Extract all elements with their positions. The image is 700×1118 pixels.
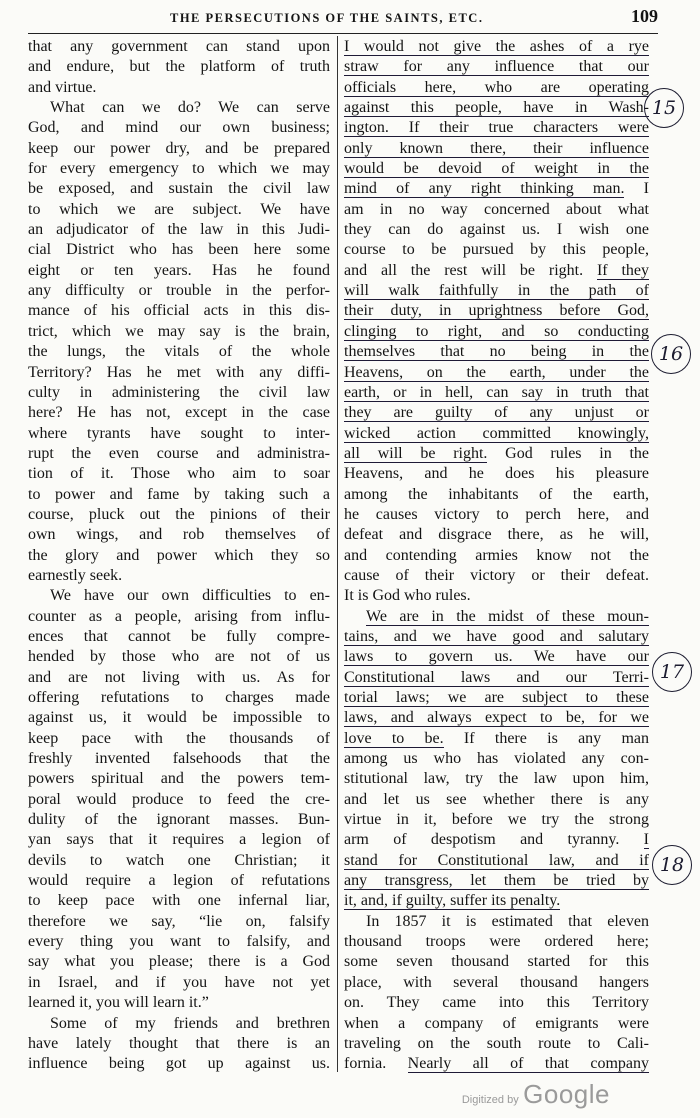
text-line (28, 607, 330, 627)
text-line (344, 464, 649, 484)
text-line (28, 200, 330, 220)
text-line (344, 98, 649, 118)
line-text: It is God who rules. (344, 587, 471, 605)
line-tail: God rules in the (487, 444, 649, 462)
right-column (344, 37, 649, 1075)
column-divider (337, 36, 338, 1072)
text-line (28, 952, 330, 972)
line-text: and all the rest will be right. (344, 261, 584, 279)
text-line (28, 810, 330, 830)
text-line (344, 281, 649, 301)
text-line (28, 240, 330, 260)
text-line (344, 688, 649, 708)
text-line (28, 668, 330, 688)
text-line (28, 973, 330, 993)
text-line (28, 525, 330, 545)
text-line (28, 98, 330, 118)
text-line (344, 525, 649, 545)
line-text: for every emergency to which we may (28, 160, 330, 178)
text-line (28, 220, 330, 240)
text-line (28, 485, 330, 505)
text-line (28, 281, 330, 301)
line-text: defeat and disgrace there, as he will, (344, 526, 649, 544)
line-text: arm of despotism and tyranny. (344, 831, 620, 849)
line-text: traveling on the south route to Cali- (344, 1034, 649, 1052)
text-line (344, 485, 649, 505)
line-text: rupt the even course and administra- (28, 444, 330, 462)
line-text: We are in the midst of these moun- (366, 607, 649, 625)
text-line (344, 505, 649, 525)
line-text: he causes victory to perch here, and (344, 505, 649, 523)
line-text: wicked action committed knowingly, (344, 424, 649, 442)
line-text: tion of it. Those who aim to soar (28, 465, 330, 483)
line-text: themselves that no being in the (344, 343, 649, 361)
text-line (28, 546, 330, 566)
line-text: culty in administering the civil law (28, 383, 330, 401)
text-line (344, 383, 649, 403)
line-text: influence being got up against us. (28, 1055, 330, 1073)
line-tail: I (624, 180, 650, 198)
line-text: here? He has not, except in the case (28, 404, 330, 422)
line-text: and let us see whether there is any (344, 790, 649, 808)
line-text: the lungs, the vitals of the whole (28, 343, 330, 361)
line-text: eight or ten years. Has he found (28, 261, 330, 279)
text-line (344, 932, 649, 952)
running-head: THE PERSECUTIONS OF THE SAINTS, ETC. (170, 11, 484, 25)
text-line (344, 78, 649, 98)
line-text: will walk faithfully in the path of (344, 282, 649, 300)
text-line (28, 851, 330, 871)
line-text: it, and, if guilty, suffer its penalty. (344, 892, 561, 910)
text-line (344, 424, 649, 444)
text-line (28, 179, 330, 199)
line-text: have lately thought that there is an (28, 1034, 330, 1052)
text-line (28, 1014, 330, 1034)
text-line (28, 444, 330, 464)
line-text: tains, and we have good and salutary (344, 627, 649, 645)
text-line (28, 363, 330, 383)
line-text: earnestly seek. (28, 566, 123, 584)
text-line (28, 729, 330, 749)
line-text: stitutional law, try the law upon him, (344, 770, 649, 788)
line-text: and are not living with us. As for (28, 668, 330, 686)
text-line (28, 932, 330, 952)
line-text: I would not give the ashes of a rye (344, 38, 649, 55)
text-line (344, 810, 649, 830)
text-line (28, 1034, 330, 1054)
line-text: torial laws; we are subject to these (344, 689, 649, 706)
text-line (28, 688, 330, 708)
text-line (344, 546, 649, 566)
text-line (344, 586, 649, 606)
line-text: We have our own difficulties to en- (50, 587, 330, 605)
line-text: on. They came into this Territory (344, 994, 649, 1012)
text-line (344, 179, 649, 199)
page-number: 109 (631, 6, 658, 26)
line-text: be exposed, and sustain the civil law (28, 180, 330, 198)
line-text: when a company of emigrants were (344, 1014, 649, 1032)
line-text: cial District who has been here some (28, 241, 330, 259)
line-underlined-tail: If they (596, 261, 650, 279)
text-line (28, 301, 330, 321)
line-text: among us who has violated any con- (344, 750, 649, 768)
line-text: Territory? Has he met with any diffi- (28, 363, 330, 381)
text-line (28, 424, 330, 444)
line-text: an adjudicator of the law in this Judi- (28, 221, 330, 239)
line-text: offering refutations to charges made (28, 689, 330, 706)
line-underlined-tail: Nearly all of that company (407, 1055, 650, 1073)
line-text: where tyrants have sought to inter- (28, 424, 330, 442)
line-text: their duty, in uprightness before God, (344, 302, 649, 320)
line-text: counter as a people, arising from influ- (28, 607, 330, 625)
margin-note-16: 16 (651, 334, 691, 374)
header-rule (28, 33, 658, 34)
left-column (28, 37, 330, 1075)
text-line (28, 769, 330, 789)
text-line (344, 708, 649, 728)
text-line (28, 1054, 330, 1074)
text-line (344, 240, 649, 260)
text-line (28, 159, 330, 179)
text-line (344, 363, 649, 383)
text-line (344, 729, 649, 749)
text-line (344, 200, 649, 220)
text-line (28, 749, 330, 769)
line-text: mind of any right thinking man. (344, 180, 625, 198)
line-text: freshly invented falsehoods that the (28, 750, 330, 768)
line-text: to keep pace with one infernal liar, (28, 892, 330, 910)
text-line (28, 586, 330, 606)
line-text: officials here, who are operating (344, 78, 649, 96)
text-line (344, 403, 649, 423)
text-line (344, 220, 649, 240)
text-line (344, 57, 649, 77)
line-text: Constitutional laws and our Terri- (344, 668, 649, 686)
line-text: Heavens, on the earth, under the (344, 363, 649, 381)
text-line (344, 851, 649, 871)
line-text: learned it, you will learn it.” (28, 994, 209, 1012)
line-text: place, with several thousand hangers (344, 973, 649, 991)
text-line (344, 993, 649, 1013)
line-text: keep pace with the thousands of (28, 729, 330, 747)
line-text: love to be. (344, 729, 444, 747)
line-tail: If there is any man (443, 729, 650, 747)
text-line (344, 627, 649, 647)
text-line (28, 708, 330, 728)
line-text: virtue in it, before we try the strong (344, 811, 649, 829)
text-line (28, 505, 330, 525)
text-line (28, 342, 330, 362)
text-line (344, 1054, 649, 1074)
text-line (28, 78, 330, 98)
line-text: say what you please; there is a God (28, 953, 330, 971)
line-text: dulity of the ignorant masses. Bun- (28, 811, 330, 829)
text-line (344, 139, 649, 159)
line-text: to power and fame by taking such a (28, 485, 330, 503)
text-line (344, 301, 649, 321)
line-text: against us, it would be impossible to (28, 709, 330, 727)
line-text: that any government can stand upon (28, 38, 330, 55)
text-line (344, 118, 649, 138)
text-line (344, 769, 649, 789)
text-line (28, 566, 330, 586)
text-line (28, 261, 330, 281)
text-line (344, 912, 649, 932)
line-underlined-tail: I (643, 831, 649, 849)
text-line (28, 830, 330, 850)
text-line (344, 342, 649, 362)
line-text: and virtue. (28, 78, 97, 96)
text-line (344, 607, 649, 627)
text-line (28, 891, 330, 911)
text-line (28, 118, 330, 138)
line-text: trict, which we may say is the brain, (28, 322, 330, 340)
text-line (344, 668, 649, 688)
text-line (28, 322, 330, 342)
line-text: own wings, and rob themselves of (28, 526, 330, 544)
line-text: fornia. (344, 1055, 387, 1073)
line-text: laws to govern us. We have our (344, 648, 649, 666)
line-text: every thing you want to falsify, and (28, 933, 330, 951)
line-text: keep our power dry, and be prepared (28, 139, 330, 157)
line-text: cause of their victory or their defeat. (344, 566, 649, 584)
text-line (344, 871, 649, 891)
line-text: any difficulty or trouble in the perfor- (28, 282, 330, 300)
text-line (344, 566, 649, 586)
text-line (28, 139, 330, 159)
line-text: course to be pursued by this people, (344, 241, 649, 259)
line-text: am in no way concerned about what (344, 200, 649, 218)
digitized-by-google-watermark (462, 1079, 610, 1110)
line-text: Heavens, and he does his pleasure (344, 465, 649, 483)
line-text: some seven thousand started for this (344, 953, 649, 971)
text-line (28, 464, 330, 484)
line-text: course, pluck out the pinions of their (28, 505, 330, 523)
text-line (28, 647, 330, 667)
line-text: all will be right. (344, 444, 488, 462)
line-text: earth, or in hell, can say in truth that (344, 383, 649, 401)
margin-note-18: 18 (652, 845, 692, 885)
text-line (28, 627, 330, 647)
line-text: laws, and always expect to be, for we (344, 709, 649, 727)
line-text: would require a legion of refutations (28, 872, 330, 890)
line-text: stand for Constitutional law, and if (344, 851, 649, 869)
line-text: God, and mind our own business; (28, 119, 330, 137)
text-line (28, 871, 330, 891)
line-text: ington. If their true characters were (344, 119, 649, 137)
text-line (344, 790, 649, 810)
google-logo: Google (523, 1079, 610, 1109)
line-text: Some of my friends and brethren (50, 1014, 330, 1032)
text-line (344, 647, 649, 667)
text-line (344, 37, 649, 57)
text-line (28, 912, 330, 932)
line-text: straw for any influence that our (344, 58, 649, 76)
line-text: What can we do? We can serve (50, 99, 330, 117)
text-line (344, 973, 649, 993)
text-line (344, 1034, 649, 1054)
line-text: and endure, but the platform of truth (28, 58, 330, 76)
text-line (28, 383, 330, 403)
text-line (344, 322, 649, 342)
text-line (344, 261, 649, 281)
line-text: yan says that it requires a legion of (28, 831, 330, 849)
text-line (344, 749, 649, 769)
line-text: to which we are subject. We have (28, 200, 330, 218)
text-line (344, 952, 649, 972)
text-line (28, 57, 330, 77)
line-text: the glory and power which they so (28, 546, 330, 564)
line-text: hended by those who are not of us (28, 648, 330, 666)
text-line (28, 790, 330, 810)
text-line (344, 444, 649, 464)
line-text: among the inhabitants of the earth, (344, 485, 649, 503)
text-line (28, 403, 330, 423)
line-text: ences that cannot be fully compre- (28, 627, 330, 645)
line-text: clinging to right, and so conducting (344, 322, 649, 340)
watermark-prefix: Digitized by (461, 1094, 519, 1106)
line-text: In 1857 it is estimated that eleven (366, 912, 649, 930)
line-text: therefore we say, “lie on, falsify (28, 912, 330, 930)
line-text: in Israel, and if you have not yet (28, 973, 330, 991)
line-text: would be devoid of weight in the (344, 160, 649, 178)
text-line (344, 159, 649, 179)
line-text: powers spiritual and the powers tem- (28, 770, 330, 788)
line-text: only known there, their influence (344, 139, 649, 157)
line-text: any transgress, let them be tried by (344, 872, 649, 890)
line-text: against this people, have in Wash- (344, 99, 649, 117)
line-text: thousand troops were ordered here; (344, 933, 649, 951)
line-text: and contending armies know not the (344, 546, 649, 564)
text-line (344, 830, 649, 850)
page-header (28, 4, 658, 30)
text-line (28, 993, 330, 1013)
line-text: they are guilty of any unjust or (344, 404, 649, 422)
line-text: devils to watch one Christian; it (28, 851, 330, 869)
line-text: mance of his official acts in this dis- (28, 302, 330, 320)
line-text: poral would produce to feed the cre- (28, 790, 330, 808)
margin-note-15: 15 (644, 88, 684, 128)
text-line (344, 1014, 649, 1034)
line-text: they can do against us. I wish one (344, 221, 649, 239)
text-line (28, 37, 330, 57)
text-line (344, 891, 649, 911)
margin-note-17: 17 (652, 652, 692, 692)
